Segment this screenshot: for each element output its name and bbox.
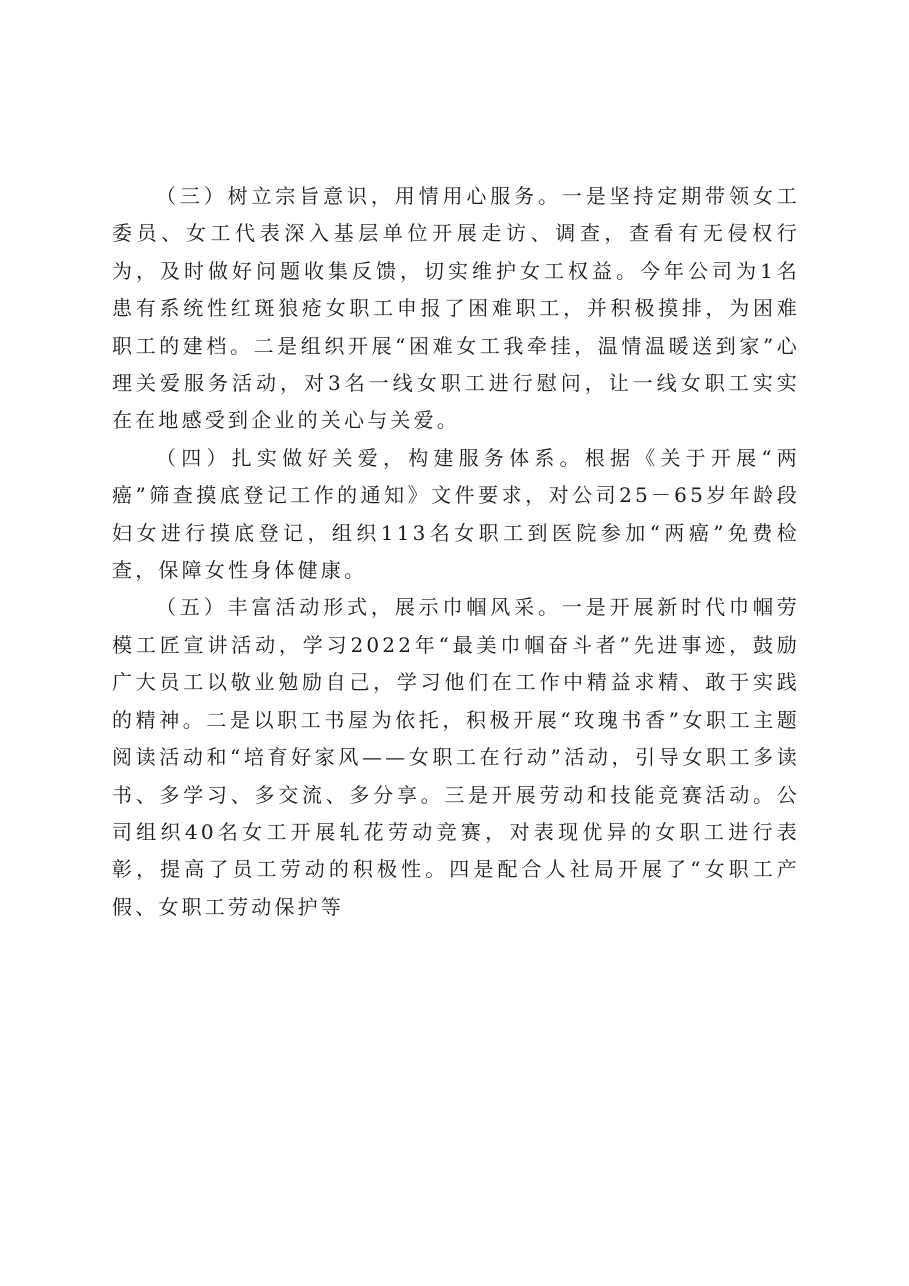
paragraph-section-four: （四）扎实做好关爱，构建服务体系。根据《关于开展“两癌”筛查摸底登记工作的通知》文件要求，对公司25－65岁年龄段妇女进行摸底登记，组织113名女职工到医院参加“两癌”免费检查，保障女性身体健康。 <box>112 445 800 583</box>
paragraph-section-three: （三）树立宗旨意识，用情用心服务。一是坚持定期带领女工委员、女工代表深入基层单位开展走访、调查，查看有无侵权行为，及时做好问题收集反馈，切实维护女工权益。今年公司为1名患有系统性红斑狼疮女职工申报了困难职工，并积极摸排，为困难职工的建档。二是组织开展“困难女工我牵挂，温情温暖送到家”心理关爱服务活动，对3名一线女职工进行慰问，让一线女职工实实在在地感受到企业的关心与关爱。 <box>112 184 800 433</box>
paragraph-section-five: （五）丰富活动形式，展示巾帼风采。一是开展新时代巾帼劳模工匠宣讲活动，学习2022年“最美巾帼奋斗者”先进事迹，鼓励广大员工以敬业勉励自己，学习他们在工作中精益求精、敢于实践的精神。二是以职工书屋为依托，积极开展“玫瑰书香”女职工主题阅读活动和“培育好家风——女职工在行动”活动，引导女职工多读书、多学习、多交流、多分享。三是开展劳动和技能竞赛活动。公司组织40名女工开展轧花劳动竞赛，对表现优异的女职工进行表彰，提高了员工劳动的积极性。四是配合人社局开展了“女职工产假、女职工劳动保护等 <box>112 595 800 919</box>
document-page <box>112 178 800 926</box>
